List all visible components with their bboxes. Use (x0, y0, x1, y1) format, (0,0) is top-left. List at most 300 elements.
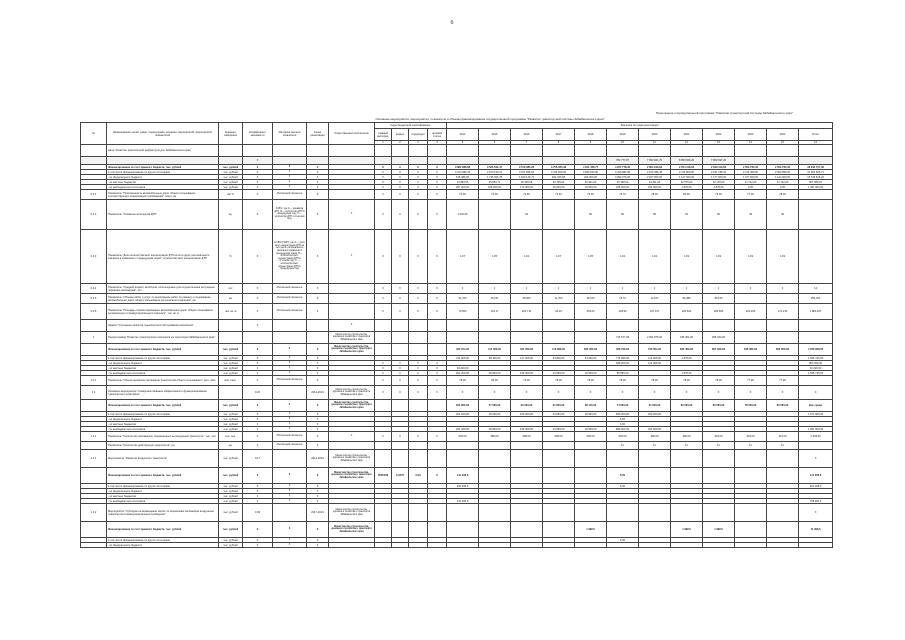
cell-executor: Х (329, 432, 375, 442)
cell-year-value: 173 000,00 (511, 185, 543, 190)
cell-unit: тыс. рублей (219, 412, 243, 417)
cell-method (273, 157, 307, 165)
cell-budget-code: Х (428, 294, 447, 304)
header-column-number: 10 (607, 141, 639, 145)
cell-period: Х (307, 304, 329, 320)
cell-year-value: 84,480 (671, 294, 703, 304)
cell-year-value (447, 543, 479, 548)
cell-year-value: 2 181 786,02 (703, 170, 735, 175)
cell-budget-code: Х (409, 284, 428, 294)
cell-budget-code: Х (409, 371, 428, 376)
header-year: 2019 (607, 129, 639, 141)
cell-year-value: 265 000,00 (607, 185, 639, 190)
cell-coef: Х (243, 494, 273, 499)
cell-no (81, 522, 107, 538)
cell-year-value (479, 145, 511, 157)
cell-budget-code (375, 157, 392, 165)
cell-year-value: 3 756 355,38 (543, 165, 575, 170)
cell-total: 803 000,00 (799, 361, 833, 366)
cell-unit (219, 145, 243, 157)
cell-period: Х (307, 180, 329, 185)
cell-budget-code: Х (392, 284, 409, 294)
cell-executor (329, 284, 375, 294)
cell-year-value: Х (735, 386, 767, 400)
cell-name: Показатель "Объемы работ и услуг, по выполнению работ по ремонту и содержанию автомобильных дорог общего пользования регионального значения", км (107, 294, 219, 304)
cell-year-value: 2 970 150,12 (479, 170, 511, 175)
cell-budget-code: Х (375, 386, 392, 400)
cell-year-value (639, 504, 671, 522)
cell-year-value: 689 000,00 (607, 361, 639, 366)
cell-year-value: 516 386,06 (447, 175, 479, 180)
cell-method: Х (273, 522, 307, 538)
cell-year-value (543, 450, 575, 468)
cell-name: Показатель "Количество пассажиров, перевезенных на воздушном транспорте", тыс. чел. (107, 432, 219, 442)
cell-name: - из федерального бюджета (107, 361, 219, 366)
cell-coef: Х (243, 412, 273, 417)
cell-unit: тыс. рублей (219, 499, 243, 504)
cell-year-value (575, 157, 607, 165)
cell-year-value: 80 000,00 (703, 400, 735, 412)
cell-year-value (735, 294, 767, 304)
cell-budget-code (375, 320, 392, 332)
cell-year-value: 80,00 (479, 376, 511, 386)
cell-budget-code: Х (392, 361, 409, 366)
cell-method: Х (273, 361, 307, 366)
cell-method: Абсолютный показатель (273, 304, 307, 320)
cell-name: в том числе финансирование из других источников (107, 484, 219, 489)
cell-method: Х (273, 371, 307, 376)
cell-method: Х (273, 165, 307, 170)
cell-year-value: 300 000,00 (639, 427, 671, 432)
cell-period: Х (307, 543, 329, 548)
cell-year-value: 1,04 (607, 230, 639, 284)
cell-year-value: 2 654 118,33 (671, 165, 703, 170)
cell-coef: Х (243, 175, 273, 180)
cell-year-value: 600,00 (575, 432, 607, 442)
cell-year-value: 50 (703, 200, 735, 230)
cell-no (81, 145, 107, 157)
cell-year-value (639, 450, 671, 468)
cell-year-value: 201 200,00 (447, 371, 479, 376)
cell-total (799, 376, 833, 386)
cell-no: 1.1.1 (81, 432, 107, 442)
cell-no: 1.1 (81, 386, 107, 400)
cell-budget-code: Х (375, 185, 392, 190)
cell-year-value (543, 442, 575, 450)
cell-year-value (735, 450, 767, 468)
cell-year-value: 40 360,68 (511, 180, 543, 185)
cell-year-value: 48 000,00 (479, 371, 511, 376)
cell-budget-code (428, 504, 447, 522)
cell-year-value: 1 177 000,00 (703, 175, 735, 180)
cell-year-value: Х (703, 386, 735, 400)
cell-year-value: 3 013 082,43 (447, 170, 479, 175)
cell-year-value: 78,00 (703, 376, 735, 386)
cell-budget-code: Х (409, 175, 428, 180)
cell-year-value (479, 504, 511, 522)
cell-year-value: 114 000,00 (639, 361, 671, 366)
cell-year-value: 62 110,00 (575, 400, 607, 412)
cell-year-value (511, 543, 543, 548)
cell-budget-code (375, 543, 392, 548)
cell-total: 11 998,5 (799, 522, 833, 538)
cell-year-value: 201 200,00 (447, 412, 479, 417)
table-row (81, 344, 833, 356)
header-column-number: 9 (575, 141, 607, 145)
cell-name: - из федерального бюджета (107, 175, 219, 180)
cell-budget-code: Х (392, 376, 409, 386)
cell-year-value: 89,160 (703, 294, 735, 304)
cell-year-value (511, 504, 543, 522)
cell-year-value: 76,70 (607, 190, 639, 200)
cell-year-value (767, 504, 799, 522)
cell-year-value (703, 320, 735, 332)
cell-year-value: 98 400,00 (479, 356, 511, 361)
cell-year-value (735, 543, 767, 548)
cell-total: 31 054 596,71 (799, 170, 833, 175)
cell-unit: тыс. рублей (219, 165, 243, 170)
cell-budget-code: Х (428, 175, 447, 180)
cell-year-value: 78,00 (671, 376, 703, 386)
cell-unit: ед. (219, 442, 243, 450)
cell-year-value (479, 522, 511, 538)
cell-name: Финансирование за счет краевого бюджета, тыс. рублей (107, 344, 219, 356)
cell-budget-code: Х (428, 185, 447, 190)
cell-year-value (575, 145, 607, 157)
cell-year-value (767, 294, 799, 304)
header-budget-code: Коды бюджетной классификации (375, 123, 447, 129)
cell-budget-code: Х (375, 371, 392, 376)
cell-year-value (639, 468, 671, 484)
cell-budget-code (409, 504, 428, 522)
cell-year-value: 1 813 126,71 (511, 175, 543, 180)
table-row (81, 386, 833, 400)
header-unit: Единица измерения (219, 123, 243, 145)
cell-name: Показатель "Объем перевозок пассажиров транспортом общего пользования", млн. пасс. (107, 376, 219, 386)
cell-year-value (543, 543, 575, 548)
cell-no: 0.0.5 (81, 294, 107, 304)
cell-year-value: 174,210 (767, 304, 799, 320)
cell-budget-code: Х (409, 165, 428, 170)
cell-executor (329, 543, 375, 548)
cell-year-value: 48 000,00 (479, 412, 511, 417)
cell-year-value: 40 358,00 (607, 180, 639, 185)
cell-year-value: 149,90 (607, 304, 639, 320)
cell-year-value: 11 (671, 442, 703, 450)
cell-budget-code: Х (409, 304, 428, 320)
cell-year-value: 78 000,00 (735, 400, 767, 412)
cell-year-value: 1 998,5 (575, 522, 607, 538)
cell-period (307, 145, 329, 157)
cell-year-value: 78,00 (639, 190, 671, 200)
cell-year-value: 74 930,00 (607, 400, 639, 412)
cell-name: в том числе финансирование из других источников (107, 412, 219, 417)
cell-budget-code (409, 332, 428, 344)
cell-method (273, 320, 307, 332)
cell-year-value: 434 789,00 (511, 344, 543, 356)
cell-year-value (735, 504, 767, 522)
header-column-number: 13 (703, 141, 735, 145)
cell-year-value (511, 522, 543, 538)
cell-budget-code: Х (375, 304, 392, 320)
cell-year-value (639, 145, 671, 157)
cell-method: А=(В/С)*100%, где А — доля мест концентрации ДТП на сети дорог регионального значения в сравнении с предыдущим годом, В — количество мест концентрации ДТП в отчетном году, С — количество мест концентрации ДТП в предыдущем году (273, 230, 307, 284)
header-year: 2023 (735, 129, 767, 141)
cell-year-value: 608,00 (543, 432, 575, 442)
program-table-wrapper (80, 122, 822, 628)
cell-budget-code: Х (409, 230, 428, 284)
cell-year-value (767, 450, 799, 468)
cell-year-value: 91 000,00 (639, 400, 671, 412)
cell-year-value: 1,03 (703, 230, 735, 284)
cell-budget-code: Х (409, 386, 428, 400)
cell-year-value: 400 000,00 (575, 175, 607, 180)
cell-executor: Министерство строительства, дорожного хозяйства и транспорта Забайкальского края (329, 468, 375, 484)
cell-year-value (671, 468, 703, 484)
cell-unit: тыс. рублей (219, 185, 243, 190)
cell-year-value: 1 091,00 (447, 200, 479, 230)
cell-executor: Министерство строительства, дорожного хозяйства и транспорта Забайкальского края (329, 344, 375, 356)
header-year: 2015 (479, 129, 511, 141)
cell-no (81, 157, 107, 165)
cell-year-value: 6,00 (607, 417, 639, 422)
cell-coef: Х (243, 185, 273, 190)
cell-period: Х (307, 499, 329, 504)
cell-name: - из федерального бюджета (107, 417, 219, 422)
cell-coef: Х (243, 344, 273, 356)
cell-budget-code: Х (392, 170, 409, 175)
cell-unit: тыс. рублей (219, 344, 243, 356)
cell-method: Х (273, 494, 307, 499)
cell-year-value (511, 468, 543, 484)
cell-year-value: 33 200,00 (447, 366, 479, 371)
cell-period (307, 332, 329, 344)
cell-total (799, 200, 833, 230)
cell-total (799, 230, 833, 284)
table-row (81, 294, 833, 304)
cell-year-value: 300 965,00 (447, 400, 479, 412)
cell-period: Х (307, 400, 329, 412)
cell-year-value (543, 504, 575, 522)
cell-year-value: 435 461,00 (671, 332, 703, 344)
cell-year-value: 2 559 760,00 (735, 165, 767, 170)
cell-method: Х (273, 543, 307, 548)
cell-year-value (639, 543, 671, 548)
cell-year-value (543, 320, 575, 332)
cell-year-value (735, 157, 767, 165)
cell-budget-code (392, 450, 409, 468)
cell-year-value: 1 875,00 (671, 371, 703, 376)
cell-name: Показатель "Доля количества мест концентрации ДТП на сети дорог регионального значения в сравнении с предыдущим годом", количество мест концентрации ДТП (107, 230, 219, 284)
cell-name: - из внебюджетных источников (107, 499, 219, 504)
cell-year-value (607, 504, 639, 522)
cell-year-value: 1 875,00 (671, 185, 703, 190)
cell-budget-code: 0505408 (375, 468, 392, 484)
cell-year-value: 13,104 (639, 294, 671, 304)
cell-year-value: 70,500 (447, 304, 479, 320)
cell-budget-code: Х (428, 200, 447, 230)
cell-total: 390,451 (799, 294, 833, 304)
cell-total: 1 568 745,00 (799, 371, 833, 376)
cell-period: Х (307, 361, 329, 366)
cell-year-value: 85 835,00 (607, 371, 639, 376)
header-column-number: 14 (735, 141, 767, 145)
cell-period: Х (307, 417, 329, 422)
table-row (81, 284, 833, 294)
cell-no: 0.0.3 (81, 230, 107, 284)
cell-executor (329, 442, 375, 450)
cell-unit: тыс. рублей (219, 400, 243, 412)
cell-method: Х (273, 484, 307, 489)
cell-year-value: 580,00 (479, 432, 511, 442)
cell-name: Финансирование за счет краевого бюджета, тыс. рублей (107, 522, 219, 538)
cell-year-value: 1 (575, 284, 607, 294)
cell-year-value (543, 157, 575, 165)
cell-period: Х (307, 412, 329, 417)
cell-year-value: 2 114 380,00 (735, 170, 767, 175)
cell-year-value: 253,00 (575, 304, 607, 320)
cell-executor: Министерство строительства, дорожного хозяйства и транспорта Забайкальского края (329, 400, 375, 412)
header-column-number: 2 (392, 141, 409, 145)
cell-year-value: 117 400,00 (511, 356, 543, 361)
cell-budget-code: Х (428, 170, 447, 175)
cell-method: Абсолютный показатель (273, 190, 307, 200)
cell-year-value: 54 000,00 (575, 356, 607, 361)
cell-budget-code: Х (392, 432, 409, 442)
cell-year-value (511, 157, 543, 165)
cell-year-value (607, 450, 639, 468)
cell-year-value: 1,03 (735, 230, 767, 284)
cell-unit: тыс. рублей (219, 366, 243, 371)
cell-year-value (511, 320, 543, 332)
cell-year-value: 19 500,00 (575, 412, 607, 417)
cell-budget-code: Х (375, 180, 392, 185)
cell-executor: Министерство строительства, дорожного хозяйства и транспорта Забайкальского края (329, 450, 375, 468)
cell-year-value (479, 320, 511, 332)
cell-method: Х (273, 427, 307, 432)
cell-executor (329, 294, 375, 304)
cell-unit (219, 320, 243, 332)
cell-unit: тыс. чел. (219, 432, 243, 442)
cell-year-value (543, 145, 575, 157)
cell-year-value: 44 050,00 (543, 371, 575, 376)
cell-budget-code: Х (409, 376, 428, 386)
cell-year-value: 4 641 458,77 (575, 165, 607, 170)
cell-year-value (479, 450, 511, 468)
cell-no: 1 (81, 332, 107, 344)
cell-budget-code (375, 522, 392, 538)
cell-year-value (447, 157, 479, 165)
cell-budget-code: Х (375, 165, 392, 170)
table-row (81, 157, 833, 165)
cell-year-value: 733 564,00 (639, 344, 671, 356)
cell-total (799, 332, 833, 344)
cell-year-value: 6,00 (607, 538, 639, 543)
cell-unit (219, 332, 243, 344)
cell-year-value: 1,05 (479, 230, 511, 284)
cell-budget-code: Х (428, 190, 447, 200)
cell-year-value (767, 332, 799, 344)
cell-unit: тыс. рублей (219, 417, 243, 422)
cell-year-value (735, 320, 767, 332)
cell-no (81, 543, 107, 548)
cell-year-value (479, 200, 511, 230)
cell-executor: Министерство строительства, дорожного хозяйства и транспорта Забайкальского края (329, 504, 375, 522)
cell-budget-code: Х (409, 180, 428, 185)
cell-year-value: 77,00 (735, 190, 767, 200)
cell-budget-code (375, 344, 392, 356)
cell-period: Х (307, 284, 329, 294)
cell-year-value: 11 (735, 442, 767, 450)
cell-executor: Х (329, 200, 375, 230)
cell-method: Х (273, 356, 307, 361)
cell-year-value: 94 800,00 (543, 356, 575, 361)
cell-no (81, 468, 107, 484)
cell-unit: тыс. рублей (219, 468, 243, 484)
cell-year-value: 226 000,00 (479, 185, 511, 190)
cell-unit: тыс. рублей (219, 175, 243, 180)
cell-year-value: Х (607, 386, 639, 400)
cell-year-value: 13,70 (607, 294, 639, 304)
cell-year-value: 2 116 800,00 (671, 170, 703, 175)
cell-year-value (447, 145, 479, 157)
cell-coef: Х (243, 499, 273, 504)
cell-coef (243, 145, 273, 157)
cell-coef: Х (243, 230, 273, 284)
cell-year-value (639, 522, 671, 538)
cell-year-value: 169 000,00 (511, 427, 543, 432)
cell-name: Цель: Развитие транспортной инфраструктуры Забайкальского края (107, 145, 219, 157)
cell-year-value: 463 796,00 (607, 344, 639, 356)
cell-method: Абсолютный показатель (273, 284, 307, 294)
table-row (81, 200, 833, 230)
cell-period: Х (307, 538, 329, 543)
cell-year-value: 283,600 (703, 304, 735, 320)
cell-unit: км (219, 294, 243, 304)
cell-unit: лет (219, 284, 243, 294)
header-executor: Ответственный исполнитель (329, 123, 375, 145)
cell-name: в том числе финансирование из других источников (107, 538, 219, 543)
cell-no (81, 320, 107, 332)
cell-year-value (767, 157, 799, 165)
header-coef: Коэффициент значимости (243, 123, 273, 145)
cell-year-value: 70,00 (479, 190, 511, 200)
cell-year-value: 13 856,55 (447, 180, 479, 185)
cell-budget-code (392, 332, 409, 344)
cell-method: Х (273, 538, 307, 543)
cell-year-value: 1 875,00 (671, 356, 703, 361)
cell-year-value: 645 085,00 (735, 344, 767, 356)
cell-year-value: 19 500,00 (575, 185, 607, 190)
cell-year-value (671, 504, 703, 522)
cell-budget-code: Х (409, 200, 428, 230)
cell-year-value: 0,00 (767, 185, 799, 190)
cell-year-value: 3 882 988,68 (447, 165, 479, 170)
cell-period: Х (307, 442, 329, 450)
cell-total: Все среди (799, 400, 833, 412)
header-year: 2021 (671, 129, 703, 141)
cell-budget-code (392, 522, 409, 538)
cell-budget-code (375, 442, 392, 450)
cell-year-value: 1 127 000,00 (671, 175, 703, 180)
cell-method (273, 332, 307, 344)
table-row (81, 376, 833, 386)
cell-year-value: 1,03 (671, 230, 703, 284)
cell-year-value (671, 450, 703, 468)
cell-year-value: 19 500,00 (575, 371, 607, 376)
header-year: 2018 (575, 129, 607, 141)
cell-budget-code: Х (392, 180, 409, 185)
